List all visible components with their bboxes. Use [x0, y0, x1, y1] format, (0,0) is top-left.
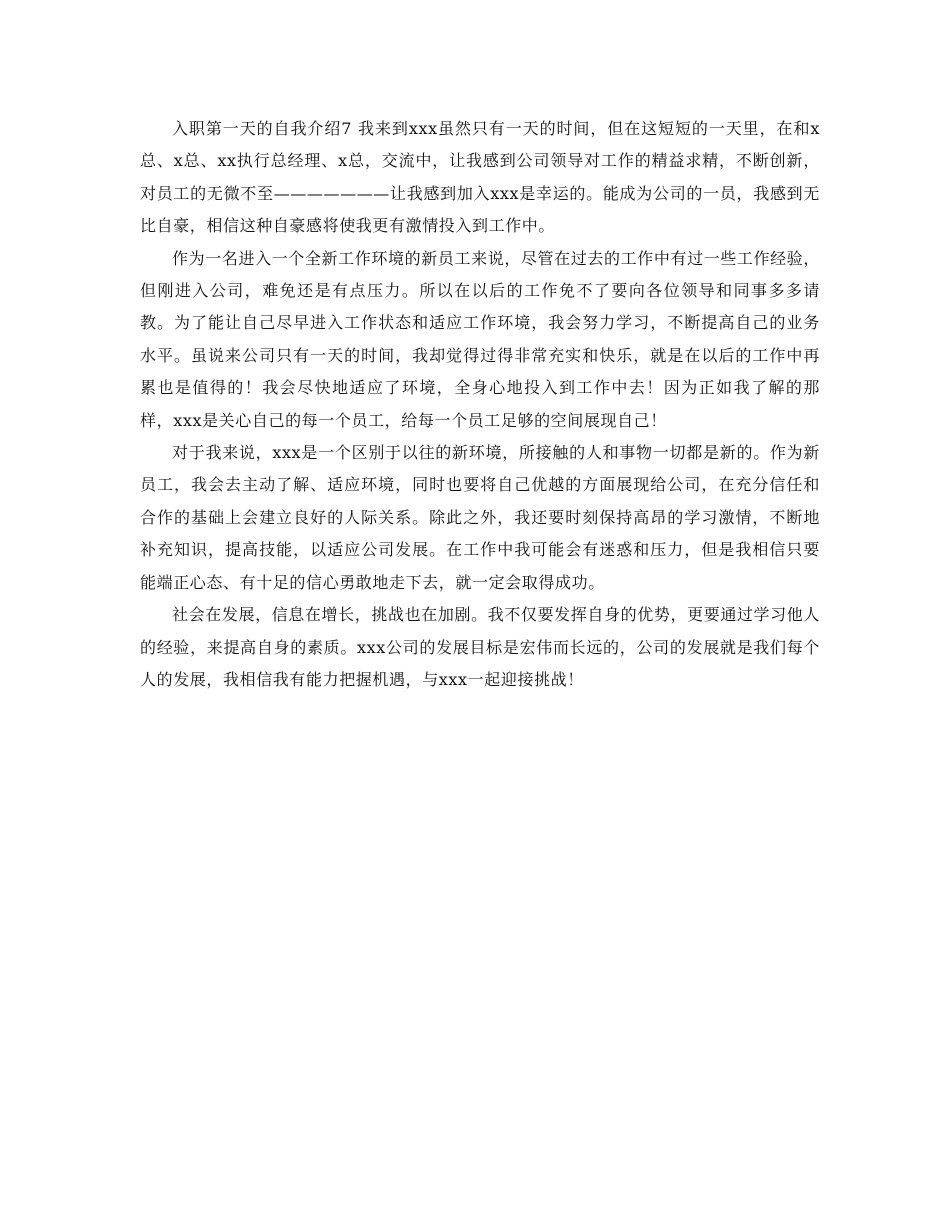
paragraph-1: 入职第一天的自我介绍7 我来到xxx虽然只有一天的时间，但在这短短的一天里，在和x总、x总、xx执行总经理、x总，交流中，让我感到公司领导对工作的精益求精，不断创新，对员工的无微不至———————让我感到加入xxx是幸运的。能成为公司的一员，我感到无比自豪，相信这种自豪感将使我更有激情投入到工作中。: [140, 119, 820, 236]
paragraph-3: 对于我来说，xxx是一个区别于以往的新环境，所接触的人和事物一切都是新的。作为新员工，我会去主动了解、适应环境，同时也要将自己优越的方面展现给公司，在充分信任和合作的基础上会建立良好的人际关系。除此之外，我还要时刻保持高昂的学习激情，不断地补充知识，提高技能，以适应公司发展。在工作中我可能会有迷惑和压力，但是我相信只要能端正心态、有十足的信心勇敢地走下去，就一定会取得成功。: [140, 443, 820, 592]
paragraph-4: 社会在发展，信息在增长，挑战也在加剧。我不仅要发挥自身的优势，更要通过学习他人的经验，来提高自身的素质。xxx公司的发展目标是宏伟而长远的，公司的发展就是我们每个人的发展，我相信我有能力把握机遇，与xxx一起迎接挑战！: [140, 605, 820, 689]
document-body: [140, 113, 820, 696]
paragraph-2: 作为一名进入一个全新工作环境的新员工来说，尽管在过去的工作中有过一些工作经验，但刚进入公司，难免还是有点压力。所以在以后的工作免不了要向各位领导和同事多多请教。为了能让自己尽早进入工作状态和适应工作环境，我会努力学习，不断提高自己的业务水平。虽说来公司只有一天的时间，我却觉得过得非常充实和快乐，就是在以后的工作中再累也是值得的！我会尽快地适应了环境，全身心地投入到工作中去！因为正如我了解的那样，xxx是关心自己的每一个员工，给每一个员工足够的空间展现自己！: [140, 248, 820, 430]
